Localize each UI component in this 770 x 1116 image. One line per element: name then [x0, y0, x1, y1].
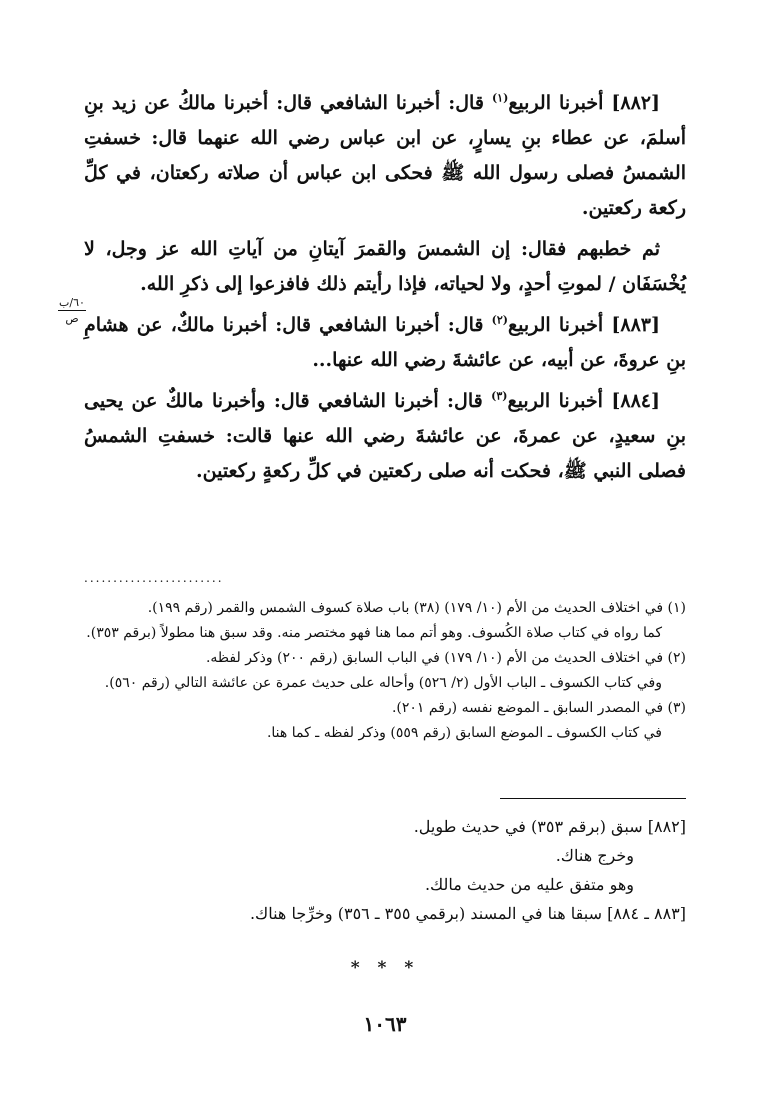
hadith-text: قال: أخبرنا الشافعي قال: أخبرنا مالكٌ، عن هشامِ بنِ عروةَ، عن أبيه، عن عائشةَ رضي الله عنها... [84, 314, 686, 371]
hadith-lead: أخبرنا الربيع [508, 92, 612, 114]
ref-882-line2: وخرج هناك. [555, 846, 634, 865]
hadith-884 [84, 384, 686, 489]
section-divider [500, 798, 686, 799]
hadith-882-continuation: ثم خطبهم فقال: إن الشمسَ والقمرَ آيتانِ من آياتِ الله عز وجل، لا يُخْسَفَان / لموتِ أحدٍ، ولا لحياته، فإذا رأيتم ذلك فافزعوا إلى ذكرِ الله. [84, 238, 686, 295]
footnote-1-cont: كما رواه في كتاب صلاة الكُسوف. وهو أتم مما هنا فهو مختصر منه. وقد سبق هنا مطولاً (برقم ٣٥٣). [86, 625, 662, 641]
footnote-ref[interactable]: (١) [491, 91, 509, 105]
hadith-number: [٨٨٤] [611, 390, 660, 412]
ref-label: [٨٨٣ ـ ٨٨٤] [607, 904, 686, 923]
margin-note-bottom: ص [65, 312, 79, 325]
hadith-text: قال: أخبرنا الشافعي قال: أخبرنا مالكُ عن زيد بنِ أسلمَ، عن عطاء بنِ يسارٍ، عن ابن عباس رضي الله عنهما قال: خسفتِ الشمسُ فصلى رسول الله ﷺ فحكى ابن عباس أن صلاته ركعتان، في كلِّ ركعة ركعتين. [84, 92, 686, 219]
cross-references [84, 812, 686, 928]
hadith-number: [٨٨٢] [611, 92, 661, 114]
hadith-883 [84, 308, 686, 378]
hadith-number: [٨٨٣] [611, 314, 660, 336]
ref-text: سبق (برقم ٣٥٣) في حديث طويل. [413, 817, 648, 836]
ref-883-884 [84, 899, 686, 928]
margin-note-divider [58, 310, 86, 311]
main-text [84, 86, 686, 495]
ref-text: سبقا هنا في المسند (برقمي ٣٥٥ ـ ٣٥٦) وخرِّجا هناك. [249, 904, 608, 923]
footnote-ref[interactable]: (٢) [491, 313, 508, 327]
hadith-882 [84, 86, 686, 226]
hadith-lead: أخبرنا الربيع [507, 314, 612, 336]
footnote-2: (٢) في اختلاف الحديث من الأم (١٠/ ١٧٩) في الباب السابق (رقم ٢٠٠) وذكر لفظه. [205, 650, 686, 666]
hadith-lead: أخبرنا الربيع [507, 390, 612, 412]
page-number: ١٠٦٣ [363, 1012, 407, 1036]
ref-label: [٨٨٢] [647, 817, 686, 836]
margin-manuscript-ref [52, 296, 92, 325]
ref-882-line3: وهو متفق عليه من حديث مالك. [424, 875, 634, 894]
footnote-3: (٣) في المصدر السابق ـ الموضع نفسه (رقم ٢٠١). [391, 700, 686, 716]
ref-882 [84, 812, 686, 841]
footnote-1: (١) في اختلاف الحديث من الأم (١٠/ ١٧٩) (٣٨) باب صلاة كسوف الشمس والقمر (رقم ١٩٩). [147, 600, 686, 616]
section-end-stars: * * * [350, 958, 420, 978]
footnotes [84, 596, 686, 746]
footnote-ref[interactable]: (٣) [491, 389, 508, 403]
hadith-text: قال: أخبرنا الشافعي قال: وأخبرنا مالكٌ عن يحيى بنِ سعيدٍ، عن عمرةَ، عن عائشةَ رضي الله عنها قالت: خسفتِ الشمسُ فصلى النبي ﷺ، فحكت أنه صلى ركعتين في كلِّ ركعةٍ ركعتين. [84, 390, 686, 482]
margin-note-top: ٦٠/ب [59, 296, 85, 309]
footnote-3-cont: في كتاب الكسوف ـ الموضع السابق (رقم ٥٥٩) وذكر لفظه ـ كما هنا. [266, 725, 662, 741]
footnote-separator-dots: ........................ [84, 571, 224, 585]
footnote-2-cont: وفي كتاب الكسوف ـ الباب الأول (٢/ ٥٢٦) وأحاله على حديث عمرة عن عائشة التالي (رقم ٥٦٠). [104, 675, 662, 691]
